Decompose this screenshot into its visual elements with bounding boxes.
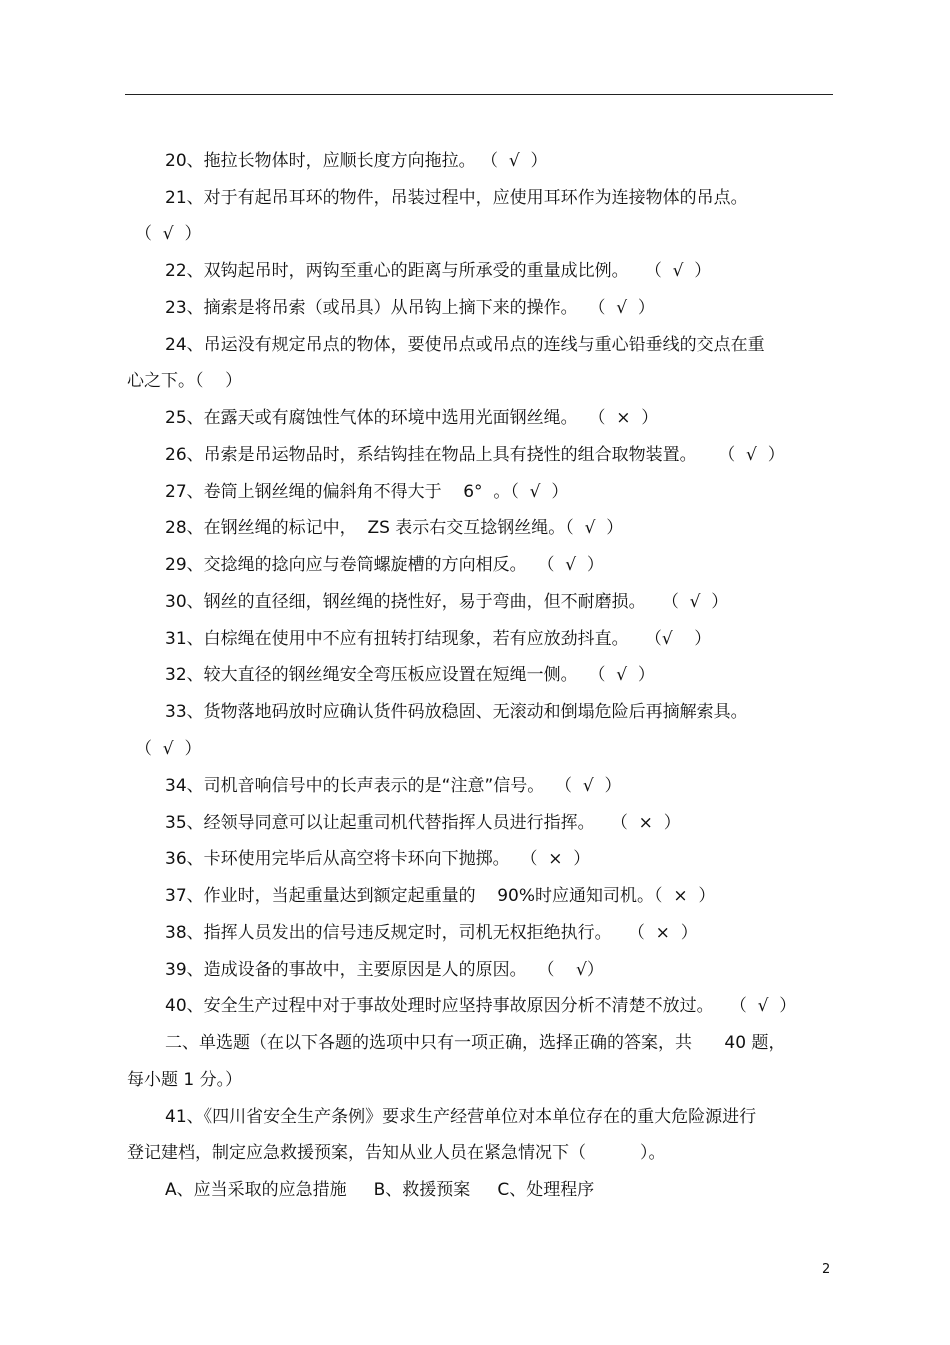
question-38: 38、指挥人员发出的信号违反规定时，司机无权拒绝执行。 （ × ） bbox=[165, 923, 698, 943]
question-21: 21、对于有起吊耳环的物件，吊装过程中，应使用耳环作为连接物体的吊点。 bbox=[165, 188, 748, 208]
question-22: 22、双钩起吊时，两钩至重心的距离与所承受的重量成比例。 （ √ ） bbox=[165, 261, 712, 281]
question-24: 24、吊运没有规定吊点的物体，要使吊点或吊点的连线与重心铅垂线的交点在重 bbox=[165, 335, 765, 355]
question-24-cont: 心之下。（ ） bbox=[127, 371, 243, 391]
question-41: 41、《四川省安全生产条例》要求生产经营单位对本单位存在的重大危险源进行 bbox=[165, 1107, 757, 1127]
question-41-cont: 登记建档，制定应急救援预案，告知从业人员在紧急情况下（ ）。 bbox=[127, 1143, 666, 1163]
question-23: 23、摘索是将吊索（或吊具）从吊钩上摘下来的操作。 （ √ ） bbox=[165, 298, 655, 318]
header-rule bbox=[125, 94, 833, 95]
question-40: 40、安全生产过程中对于事故处理时应坚持事故原因分析不清楚不放过。 （ √ ） bbox=[165, 996, 797, 1016]
question-30: 30、钢丝的直径细，钢丝绳的挠性好，易于弯曲，但不耐磨损。 （ √ ） bbox=[165, 592, 729, 612]
question-33-answer: （ √ ） bbox=[135, 739, 202, 759]
question-41-options: A、应当采取的应急措施 B、救援预案 C、处理程序 bbox=[165, 1180, 595, 1200]
question-34: 34、司机音响信号中的长声表示的是“注意”信号。 （ √ ） bbox=[165, 776, 622, 796]
question-39: 39、造成设备的事故中，主要原因是人的原因。 （ √） bbox=[165, 960, 604, 980]
question-26: 26、吊索是吊运物品时，系结钩挂在物品上具有挠性的组合取物装置。 （ √ ） bbox=[165, 445, 785, 465]
question-29: 29、交捻绳的捻向应与卷筒螺旋槽的方向相反。 （ √ ） bbox=[165, 555, 604, 575]
question-32: 32、较大直径的钢丝绳安全弯压板应设置在短绳一侧。 （ √ ） bbox=[165, 665, 655, 685]
question-21-answer: （ √ ） bbox=[135, 224, 202, 244]
section-heading-cont: 每小题 1 分。） bbox=[127, 1070, 243, 1090]
question-35: 35、经领导同意可以让起重司机代替指挥人员进行指挥。 （ × ） bbox=[165, 813, 681, 833]
section-heading-single-choice: 二、单选题（在以下各题的选项中只有一项正确，选择正确的答案，共 40 题， bbox=[165, 1033, 786, 1053]
page-number: 2 bbox=[822, 1262, 831, 1277]
question-37: 37、作业时，当起重量达到额定起重量的 90%时应通知司机。（ × ） bbox=[165, 886, 716, 906]
question-36: 36、卡环使用完毕后从高空将卡环向下抛掷。 （ × ） bbox=[165, 849, 591, 869]
question-25: 25、在露天或有腐蚀性气体的环境中选用光面钢丝绳。 （ × ） bbox=[165, 408, 659, 428]
question-27: 27、卷筒上钢丝绳的偏斜角不得大于 6° 。（ √ ） bbox=[165, 482, 569, 502]
question-31: 31、白棕绳在使用中不应有扭转打结现象，若有应放劲抖直。 （√ ） bbox=[165, 629, 712, 649]
question-33: 33、货物落地码放时应确认货件码放稳固、无滚动和倒塌危险后再摘解索具。 bbox=[165, 702, 748, 722]
question-20: 20、拖拉长物体时，应顺长度方向拖拉。 （ √ ） bbox=[165, 151, 548, 171]
question-28: 28、在钢丝绳的标记中， ZS 表示右交互捻钢丝绳。（ √ ） bbox=[165, 518, 624, 538]
